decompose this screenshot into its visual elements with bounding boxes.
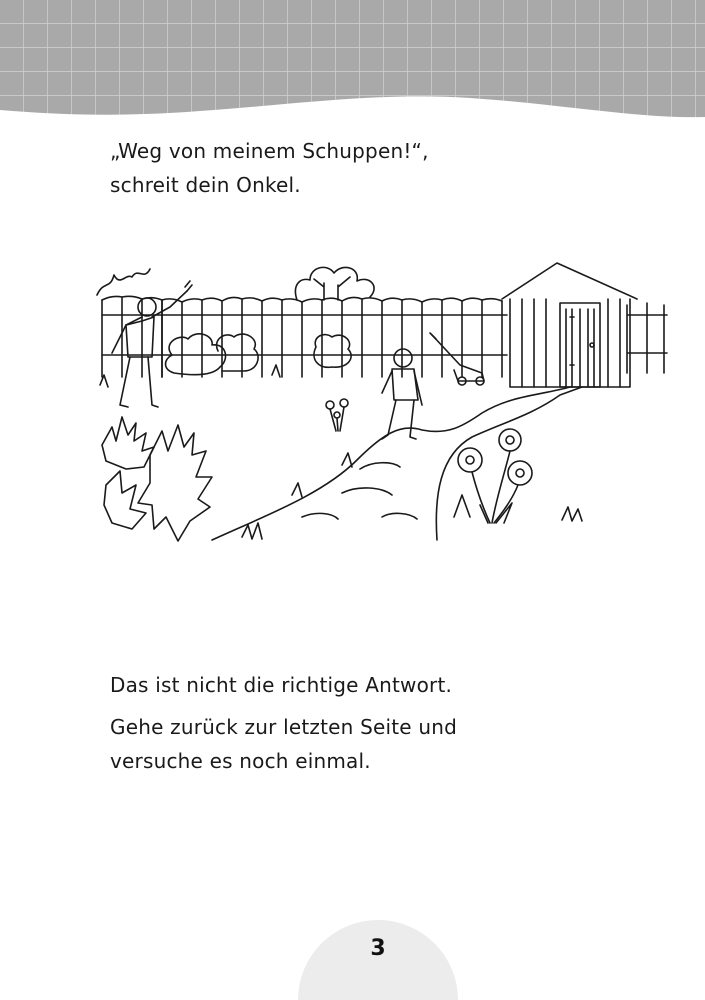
- garden-illustration: [92, 255, 672, 555]
- lawn-mower: [430, 333, 484, 385]
- intro-line-1: „Weg von meinem Schuppen!“,: [110, 139, 429, 163]
- header-grid-band: [0, 0, 705, 130]
- answer-line-1: Das ist nicht die richtige Antwort.: [110, 673, 453, 697]
- page-number: 3: [370, 936, 386, 961]
- big-flowers: [454, 429, 532, 523]
- uncle-figure: [112, 281, 192, 407]
- small-flower: [326, 399, 348, 431]
- answer-instructions: [110, 710, 457, 778]
- intro-line-2: schreit dein Onkel.: [110, 173, 301, 197]
- answer-line-2: Gehe zurück zur letzten Seite und: [110, 715, 457, 739]
- answer-text: [110, 668, 457, 778]
- fence: [102, 296, 667, 377]
- tree: [295, 267, 374, 300]
- answer-line-3: versuche es noch einmal.: [110, 749, 371, 773]
- spiky-bushes: [102, 417, 212, 541]
- intro-text: [110, 134, 429, 202]
- shed: [502, 263, 637, 387]
